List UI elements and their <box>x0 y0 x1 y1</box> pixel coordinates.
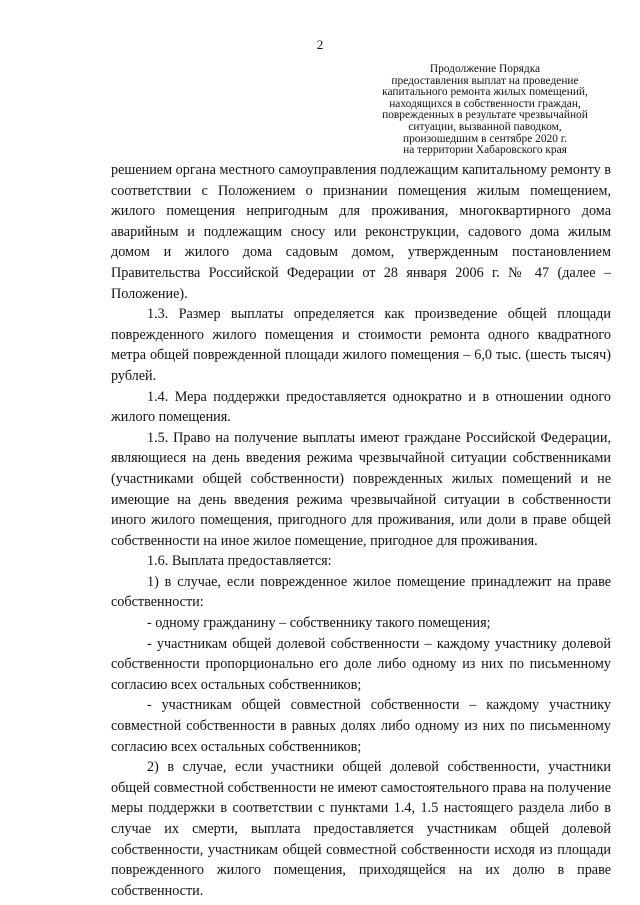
paragraph-1-4: 1.4. Мера поддержки предоставляется однократно и в отношении одного жилого помещения. <box>111 388 611 426</box>
paragraph-1-3: 1.3. Размер выплаты определяется как произведение общей площади поврежденного жилого помещения и стоимости ремонта одного квадратного метра общей поврежденной площади жилого помещения – 6,0 тыс. (шесть тысяч) рублей. <box>111 306 611 384</box>
header-line: произошедшим в сентябре 2020 г. <box>402 132 567 145</box>
header-line: поврежденных в результате чрезвычайной <box>382 109 588 122</box>
document-body <box>111 160 611 901</box>
subparagraph-2: 2) в случае, если участники общей долевой собственности, участники общей совместной собственности не имеют самостоятельного права на получение меры поддержки в соответствии с пунктами 1.4, 1.5 настоящего раздела либо в случае их смерти, выплата предоставляется участникам общей долевой собственности, участникам общей совместной собственности исходя из площади поврежденного жилого помещения, приходящейся на их долю в праве собственности. <box>111 759 611 899</box>
list-item: - участникам общей долевой собственности – каждому участнику долевой собственности пропорционально его доле либо одному из них по письменному согласию всех остальных собственников; <box>111 635 611 693</box>
list-item: - одному гражданину – собственнику такого помещения; <box>147 615 491 632</box>
header-line: предоставления выплат на проведение <box>391 74 579 87</box>
header-line: на территории Хабаровского края <box>403 144 567 157</box>
subparagraph-1: 1) в случае, если поврежденное жилое помещение принадлежит на праве собственности: <box>111 573 611 611</box>
paragraph-continuation: решением органа местного самоуправления подлежащим капитальному ремонту в соответствии с Положением о признании помещения жилым помещением, жилого помещения непригодным для проживания, многоквартирного дома аварийным и подлежащим сносу или реконструкции, садового дома жилым домом и жилого дома садовым домом, утвержденным постановлением Правительства Российской Федерации от 28 января 2006 г. № 47 (далее – Положение). <box>111 162 611 302</box>
header-line: Продолжение Порядка <box>429 63 541 75</box>
page-number: 2 <box>316 37 324 52</box>
header-line: ситуации, вызванной паводком, <box>408 120 562 133</box>
continuation-header <box>360 64 610 157</box>
list-item: - участникам общей совместной собственности – каждому участнику совместной собственности в равных долях либо одному из них по письменному согласию всех остальных собственников; <box>111 697 611 755</box>
header-line: находящихся в собственности граждан, <box>389 97 581 110</box>
header-line: капитального ремонта жилых помещений, <box>382 86 588 99</box>
paragraph-1-6: 1.6. Выплата предоставляется: <box>147 553 332 570</box>
paragraph-1-5: 1.5. Право на получение выплаты имеют граждане Российской Федерации, являющиеся на день введения режима чрезвычайной ситуации собственниками (участниками общей собственности) поврежденных жилых помещений и не имеющие на день введения режима чрезвычайной ситуации в собственности иного жилого помещения, пригодного для проживания, или доли в праве общей собственности на иное жилое помещение, пригодное для проживания. <box>111 429 611 549</box>
